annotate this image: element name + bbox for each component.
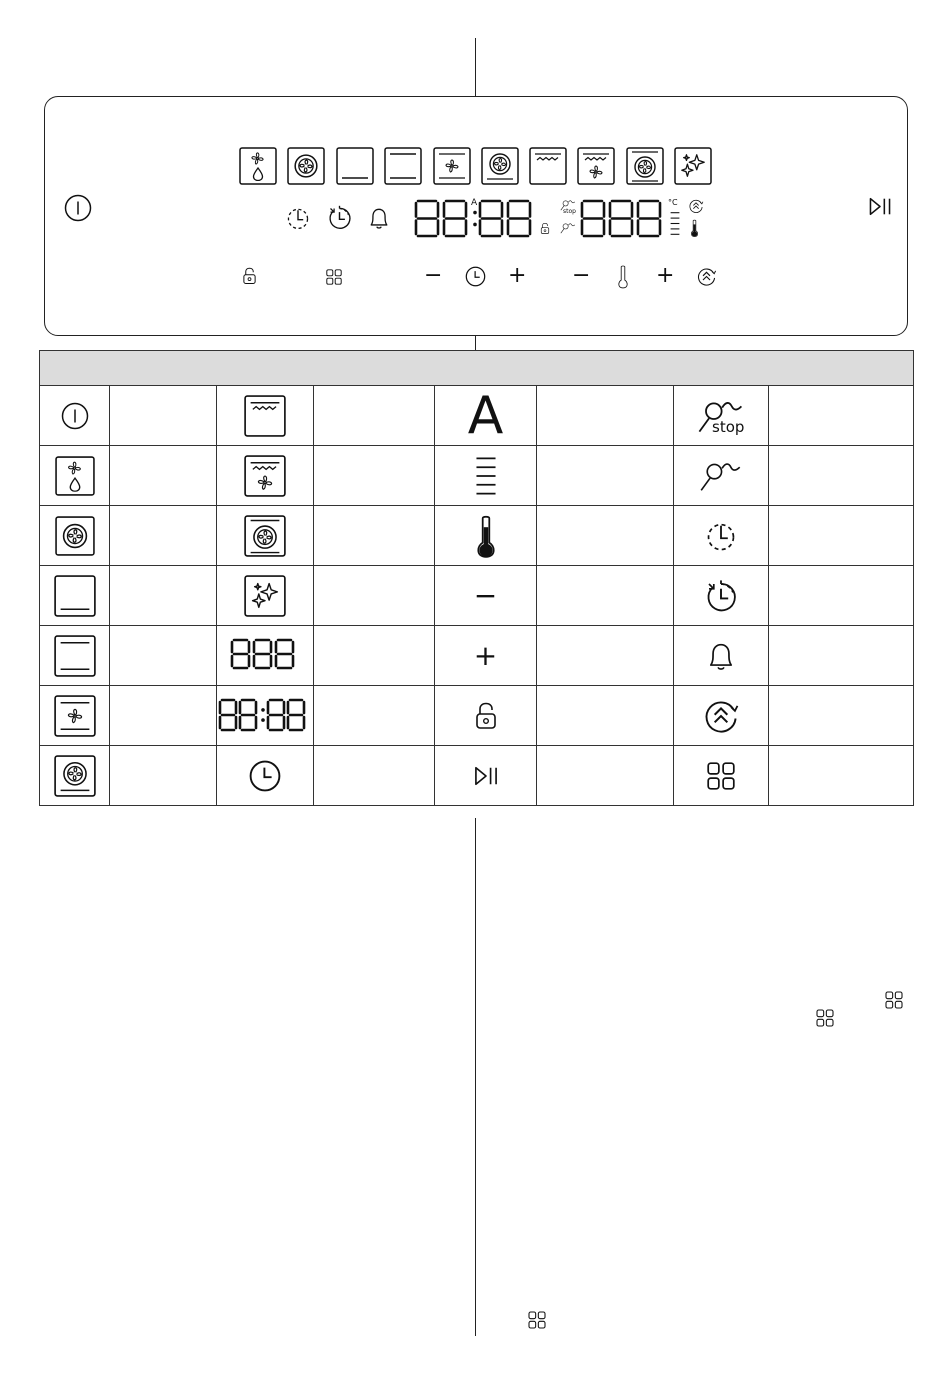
- duration-timer-icon: [326, 204, 353, 231]
- fan-top-bottom-icon: [54, 695, 96, 737]
- segment-digit: [276, 640, 293, 668]
- rapid-heat-icon: [702, 697, 740, 735]
- delay-start-icon: [285, 205, 311, 231]
- segment-digit: [254, 640, 271, 668]
- probe-stop-text: stop: [712, 418, 745, 436]
- fan-heating-icon[interactable]: [287, 147, 325, 185]
- segment-digit: [288, 700, 304, 730]
- fan-full-grill-icon[interactable]: [626, 147, 664, 185]
- play-pause-button[interactable]: [867, 196, 893, 217]
- segment-digit: [232, 640, 249, 668]
- power-button[interactable]: [63, 193, 93, 223]
- segment-digit: [582, 201, 604, 236]
- lock-icon: [474, 700, 498, 732]
- top-heat-icon[interactable]: [529, 147, 567, 185]
- top-heat-fan-icon: [244, 455, 286, 497]
- lock-button[interactable]: [242, 266, 257, 286]
- page-divider-top: [475, 38, 476, 96]
- table-row: [40, 446, 914, 506]
- thermometer-mini-icon: [690, 219, 699, 237]
- temperature-display-icon: [230, 638, 300, 674]
- temp-minus-button[interactable]: −: [572, 263, 591, 288]
- segment-digit: [610, 201, 632, 236]
- colon-dot: [473, 211, 477, 215]
- level-bars-icon: [473, 454, 499, 498]
- bell-icon: [366, 205, 392, 231]
- segment-digit: [638, 201, 660, 236]
- play-pause-icon: [472, 765, 500, 787]
- meat-probe-icon: [699, 459, 743, 493]
- fan-steam-icon[interactable]: [239, 147, 277, 185]
- top-bottom-heat-icon: [54, 635, 96, 677]
- rapid-heat-mini-icon: [688, 198, 704, 214]
- plus-icon: +: [473, 639, 498, 672]
- menu-grid-icon: [705, 760, 737, 792]
- legend-header-row: [40, 351, 914, 386]
- table-row: [40, 686, 914, 746]
- segment-digit: [240, 700, 256, 730]
- menu-grid-icon: [527, 1310, 547, 1330]
- auto-marker: A: [471, 198, 478, 208]
- segment-digit: [220, 700, 236, 730]
- table-row: [40, 626, 914, 686]
- bell-icon: [704, 639, 738, 673]
- bottom-heat-icon: [54, 575, 96, 617]
- segment-digit: [480, 201, 502, 236]
- power-icon: [60, 401, 90, 431]
- segment-digit: [416, 201, 438, 236]
- segment-digit: [268, 700, 284, 730]
- duration-timer-icon: [703, 578, 739, 614]
- colon-dot: [261, 718, 265, 722]
- menu-button[interactable]: [325, 268, 343, 286]
- segment-digit: [444, 201, 466, 236]
- minus-icon: −: [473, 579, 498, 612]
- colon-dot: [473, 223, 477, 227]
- table-row: [40, 566, 914, 626]
- probe-stop-mini-text: stop: [563, 208, 576, 215]
- symbol-legend-table: [39, 350, 914, 806]
- fan-heating-icon: [55, 516, 95, 556]
- table-row: [40, 386, 914, 446]
- delay-start-icon: [704, 519, 738, 553]
- clock-icon: [247, 758, 283, 794]
- temperature-button[interactable]: [617, 264, 629, 289]
- temperature-display: [580, 199, 666, 239]
- fan-steam-icon: [55, 456, 95, 496]
- page-divider-mid: [475, 334, 476, 350]
- colon-dot: [261, 708, 265, 712]
- menu-grid-icon: [884, 990, 904, 1010]
- cleaning-sparkle-icon[interactable]: [674, 147, 712, 185]
- temp-plus-button[interactable]: +: [656, 263, 675, 288]
- fan-full-grill-icon: [244, 515, 286, 557]
- time-plus-button[interactable]: +: [508, 263, 527, 288]
- clock-button[interactable]: [464, 265, 487, 288]
- meat-probe-mini-icon: [560, 222, 576, 234]
- auto-a-icon: A: [467, 385, 504, 446]
- clock-display-icon: [218, 698, 312, 734]
- menu-grid-icon: [815, 1008, 835, 1028]
- lock-indicator-icon: [540, 222, 550, 235]
- level-bars-mini-icon: [669, 210, 681, 237]
- top-heat-icon: [244, 395, 286, 437]
- rapid-heat-button[interactable]: [696, 266, 717, 287]
- fan-top-bottom-icon[interactable]: [433, 147, 471, 185]
- page-divider-bottom: [475, 818, 476, 1336]
- thermometer-icon: [475, 514, 497, 558]
- time-minus-button[interactable]: −: [424, 263, 443, 288]
- cleaning-sparkle-icon: [244, 575, 286, 617]
- clock-display-text: [414, 200, 417, 201]
- top-bottom-heat-icon[interactable]: [384, 147, 422, 185]
- temperature-display-legend-text: [217, 626, 219, 627]
- celsius-unit: °C: [668, 198, 678, 207]
- temperature-display-text: [580, 200, 582, 201]
- legend-header: [40, 351, 914, 386]
- segment-digit: [508, 201, 530, 236]
- fan-ring-heat-icon: [54, 755, 96, 797]
- clock-display-legend-text: [217, 686, 220, 687]
- table-row: [40, 746, 914, 806]
- fan-ring-heat-icon[interactable]: [481, 147, 519, 185]
- top-heat-fan-icon[interactable]: [577, 147, 615, 185]
- table-row: [40, 506, 914, 566]
- bottom-heat-icon[interactable]: [336, 147, 374, 185]
